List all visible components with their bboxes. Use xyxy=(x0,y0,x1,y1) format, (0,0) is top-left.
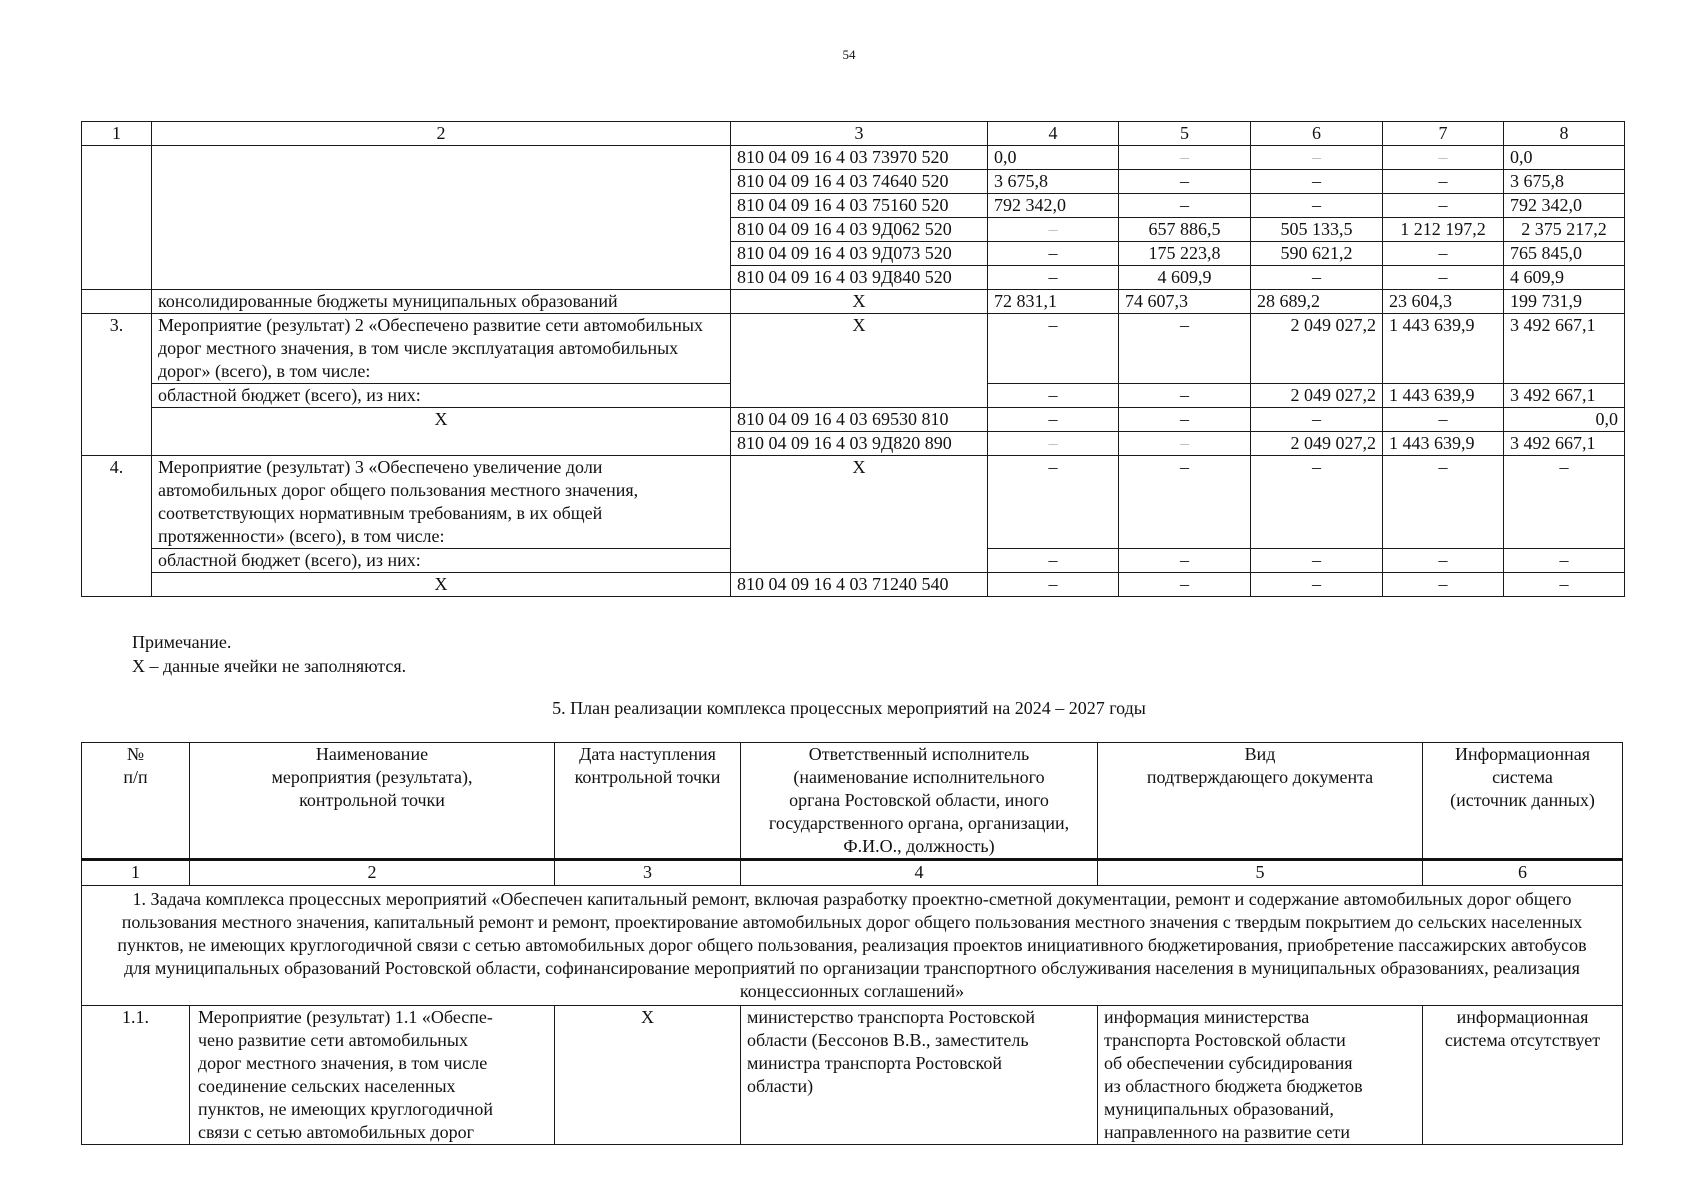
value-cell: – xyxy=(1383,408,1504,432)
value-cell: – xyxy=(1383,242,1504,266)
value-cell: 1 212 197,2 xyxy=(1383,218,1504,242)
header-cell: № п/п xyxy=(82,743,190,860)
value-cell: – xyxy=(988,549,1119,573)
header-cell: 7 xyxy=(1383,122,1504,146)
value-cell: 792 342,0 xyxy=(988,194,1119,218)
empty-cell xyxy=(152,146,731,290)
note-text: Х – данные ячейки не заполняются. xyxy=(132,656,407,676)
budget-code: 810 04 09 16 4 03 9Д073 520 xyxy=(731,242,988,266)
row-label: областной бюджет (всего), из них: xyxy=(152,384,731,408)
value-cell: – xyxy=(988,266,1119,290)
value-cell: 3 675,8 xyxy=(988,170,1119,194)
column-number: 6 xyxy=(1423,860,1623,886)
value-cell: – xyxy=(1504,549,1625,573)
row-label: Х xyxy=(152,408,731,456)
header-cell: 1 xyxy=(82,122,152,146)
note-title: Примечание. xyxy=(132,632,232,652)
table-row xyxy=(82,573,1625,597)
value-cell: 2 049 027,2 xyxy=(1251,384,1383,408)
empty-cell xyxy=(82,290,152,314)
value-cell: – xyxy=(1119,314,1251,384)
header-cell: 6 xyxy=(1251,122,1383,146)
value-cell: – xyxy=(1119,573,1251,597)
value-cell: 2 049 027,2 xyxy=(1251,432,1383,456)
budget-code: 810 04 09 16 4 03 74640 520 xyxy=(731,170,988,194)
value-cell: 3 492 667,1 xyxy=(1504,314,1625,384)
value-cell: – xyxy=(1119,384,1251,408)
row-number: 1.1. xyxy=(82,1006,190,1145)
value-cell: 0,0 xyxy=(988,146,1119,170)
value-cell: – xyxy=(1504,456,1625,549)
budget-code: 810 04 09 16 4 03 9Д820 890 xyxy=(731,432,988,456)
financing-table xyxy=(81,121,1625,597)
value-cell: 2 375 217,2 xyxy=(1504,218,1625,242)
budget-code: 810 04 09 16 4 03 9Д062 520 xyxy=(731,218,988,242)
value-cell: 175 223,8 xyxy=(1119,242,1251,266)
responsible-executor: министерство транспорта Ростовской области (Бессонов В.В., заместитель министра транспорта Ростовской области) xyxy=(741,1006,1098,1145)
header-cell: 2 xyxy=(152,122,731,146)
row-label: Мероприятие (результат) 2 «Обеспечено развитие сети автомобильных дорог местного значения, в том числе эксплуатация автомобильных дорог» (всего), в том числе: xyxy=(152,314,731,384)
value-cell: 28 689,2 xyxy=(1251,290,1383,314)
header-cell: 8 xyxy=(1504,122,1625,146)
value-cell: – xyxy=(1119,146,1251,170)
table-row xyxy=(82,456,1625,549)
value-cell: – xyxy=(1383,266,1504,290)
column-number-row xyxy=(82,860,1623,886)
header-cell: Информационная система (источник данных) xyxy=(1423,743,1623,860)
budget-code: Х xyxy=(731,314,988,408)
row-number: 4. xyxy=(82,456,152,597)
value-cell: 3 675,8 xyxy=(1504,170,1625,194)
value-cell: 3 492 667,1 xyxy=(1504,384,1625,408)
table-row xyxy=(82,408,1625,432)
table-header-row xyxy=(82,122,1625,146)
header-cell: Наименование мероприятия (результата), контрольной точки xyxy=(190,743,555,860)
column-number: 3 xyxy=(555,860,741,886)
section-title: 5. План реализации комплекса процессных мероприятий на 2024 – 2027 годы xyxy=(552,698,1146,718)
value-cell: – xyxy=(1119,432,1251,456)
value-cell: 765 845,0 xyxy=(1504,242,1625,266)
header-cell: 3 xyxy=(731,122,988,146)
value-cell: – xyxy=(1119,549,1251,573)
header-cell: Вид подтверждающего документа xyxy=(1098,743,1423,860)
budget-code: 810 04 09 16 4 03 71240 540 xyxy=(731,573,988,597)
row-label: Мероприятие (результат) 3 «Обеспечено увеличение доли автомобильных дорог общего пользования местного значения, соответствующих нормативным требованиям, в их общей протяженности» (всего), в том числе: xyxy=(152,456,731,549)
note xyxy=(132,630,406,678)
value-cell: – xyxy=(1383,456,1504,549)
value-cell: 3 492 667,1 xyxy=(1504,432,1625,456)
table-row xyxy=(82,290,1625,314)
value-cell: 1 443 639,9 xyxy=(1383,432,1504,456)
table-row xyxy=(82,1006,1623,1145)
value-cell: 4 609,9 xyxy=(1504,266,1625,290)
value-cell: – xyxy=(1251,549,1383,573)
implementation-plan-table xyxy=(81,742,1623,1145)
value-cell: 590 621,2 xyxy=(1251,242,1383,266)
value-cell: 505 133,5 xyxy=(1251,218,1383,242)
value-cell: 2 049 027,2 xyxy=(1251,314,1383,384)
value-cell: 4 609,9 xyxy=(1119,266,1251,290)
row-label: консолидированные бюджеты муниципальных образований xyxy=(152,290,731,314)
row-label: областной бюджет (всего), из них: xyxy=(152,549,731,573)
budget-code: Х xyxy=(731,290,988,314)
measure-name: Мероприятие (результат) 1.1 «Обеспе- чено развитие сети автомобильных дорог местного значения, в том числе соединение сельских населенных пунктов, не имеющих круглогодичной связи с сетью автомобильных дорог xyxy=(190,1006,555,1145)
value-cell: – xyxy=(1251,194,1383,218)
column-number: 2 xyxy=(190,860,555,886)
value-cell: – xyxy=(1119,170,1251,194)
document-type: информация министерства транспорта Ростовской области об обеспечении субсидирования из областного бюджета бюджетов муниципальных образований, направленного на развитие сети xyxy=(1098,1006,1423,1145)
value-cell: 72 831,1 xyxy=(988,290,1119,314)
budget-code: 810 04 09 16 4 03 75160 520 xyxy=(731,194,988,218)
value-cell: 792 342,0 xyxy=(1504,194,1625,218)
value-cell: – xyxy=(988,242,1119,266)
header-cell: 4 xyxy=(988,122,1119,146)
value-cell: – xyxy=(988,314,1119,384)
value-cell: 657 886,5 xyxy=(1119,218,1251,242)
value-cell: – xyxy=(1251,266,1383,290)
value-cell: 0,0 xyxy=(1504,146,1625,170)
value-cell: – xyxy=(1251,456,1383,549)
value-cell: – xyxy=(988,456,1119,549)
row-number: 3. xyxy=(82,314,152,456)
value-cell: – xyxy=(988,432,1119,456)
budget-code: 810 04 09 16 4 03 73970 520 xyxy=(731,146,988,170)
value-cell: – xyxy=(1383,549,1504,573)
budget-code: 810 04 09 16 4 03 9Д840 520 xyxy=(731,266,988,290)
value-cell: – xyxy=(1383,170,1504,194)
column-number: 4 xyxy=(741,860,1098,886)
control-date: Х xyxy=(555,1006,741,1145)
value-cell: 0,0 xyxy=(1504,408,1625,432)
value-cell: 1 443 639,9 xyxy=(1383,314,1504,384)
empty-cell xyxy=(82,146,152,290)
value-cell: – xyxy=(1251,408,1383,432)
header-cell: Ответственный исполнитель (наименование исполнительного органа Ростовской области, иного государственного органа, организации, Ф.И.О., должность) xyxy=(741,743,1098,860)
value-cell: 1 443 639,9 xyxy=(1383,384,1504,408)
value-cell: – xyxy=(1504,573,1625,597)
value-cell: 199 731,9 xyxy=(1504,290,1625,314)
budget-code: Х xyxy=(731,456,988,573)
value-cell: – xyxy=(1383,146,1504,170)
value-cell: – xyxy=(1119,456,1251,549)
value-cell: 74 607,3 xyxy=(1119,290,1251,314)
table-header-row xyxy=(82,743,1623,860)
task-row xyxy=(82,886,1623,1006)
value-cell: – xyxy=(1119,408,1251,432)
value-cell: – xyxy=(1251,170,1383,194)
value-cell: – xyxy=(1383,194,1504,218)
value-cell: – xyxy=(1119,194,1251,218)
value-cell: – xyxy=(988,384,1119,408)
value-cell: – xyxy=(988,218,1119,242)
table-row xyxy=(82,314,1625,384)
value-cell: – xyxy=(1383,573,1504,597)
budget-code: 810 04 09 16 4 03 69530 810 xyxy=(731,408,988,432)
table-row xyxy=(82,146,1625,170)
column-number: 1 xyxy=(82,860,190,886)
task-description: 1. Задача комплекса процессных мероприятий «Обеспечен капитальный ремонт, включая разработку проектно-сметной документации, ремонт и содержание автомобильных дорог общего пользования местного значения, капитальный ремонт и ремонт, проектирование автомобильных дорог общего пользования местного значения с твердым покрытием до сельских населенных пунктов, не имеющих круглогодичной связи с сетью автомобильных дорог общего пользования, реализация проектов инициативного бюджетирования, приобретение пассажирских автобусов для муниципальных образований Ростовской области, софинансирование мероприятий по организации транспортного обслуживания населения в муниципальных образованиях, реализация концессионных соглашений» xyxy=(82,886,1623,1006)
row-label: Х xyxy=(152,573,731,597)
value-cell: – xyxy=(988,408,1119,432)
value-cell: – xyxy=(1251,146,1383,170)
value-cell: – xyxy=(988,573,1119,597)
page-number: 54 xyxy=(842,47,856,62)
information-system: информационная система отсутствует xyxy=(1423,1006,1623,1145)
value-cell: – xyxy=(1251,573,1383,597)
header-cell: 5 xyxy=(1119,122,1251,146)
header-cell: Дата наступления контрольной точки xyxy=(555,743,741,860)
column-number: 5 xyxy=(1098,860,1423,886)
value-cell: 23 604,3 xyxy=(1383,290,1504,314)
